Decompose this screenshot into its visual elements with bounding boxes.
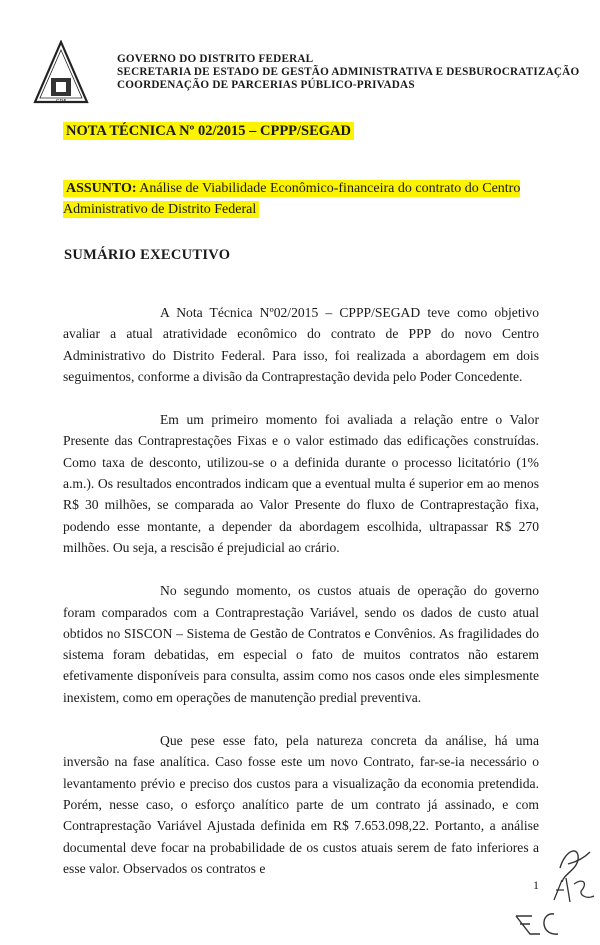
paragraph-1: A Nota Técnica Nº02/2015 – CPPP/SEGAD teve como objetivo avaliar a atual atratividade econômico do contrato de PPP do novo Centro Administrativo do Distrito Federal. Para isso, foi realizada a abordagem em dois seguimentos, conforme a divisão da Contraprestação devida pelo Poder Concedente. (63, 305, 539, 384)
letterhead (117, 53, 579, 92)
section-title: SUMÁRIO EXECUTIVO (64, 247, 231, 263)
paragraph-2: Em um primeiro momento foi avaliada a relação entre o Valor Presente das Contraprestações Fixas e o valor estimado das edificações construídas. Como taxa de desconto, utilizou-se o a definida durante o processo licitatório (1% a.m.). Os resultados encontrados indicam que a eventual multa é superior em ao menos R$ 30 milhões, se comparada ao Valor Presente do fluxo de Contraprestação fixa, podendo esse montante, a depender da abordagem escolhida, ultrapassar R$ 270 milhões. Ou seja, a rescisão é prejudicial ao crário. (63, 412, 539, 555)
handwritten-signature-2 (548, 870, 600, 910)
letterhead-line-2: SECRETARIA DE ESTADO DE GESTÃO ADMINISTRATIVA E DESBUROCRATIZAÇÃO (117, 66, 580, 78)
handwritten-signature-3 (510, 908, 570, 942)
subject-label: ASSUNTO: (66, 181, 137, 196)
letterhead-line-1: GOVERNO DO DISTRITO FEDERAL (117, 53, 314, 65)
subject-block (63, 178, 533, 220)
document-title (63, 123, 354, 140)
paragraph-3: No segundo momento, os custos atuais de operação do governo foram comparados com a Contraprestação Variável, sendo os dados de custo atual obtidos no SISCON – Sistema de Gestão de Contratos e Convênios. As fragilidades do sistema foram debatidas, em especial o fato de muitos contratos não estarem efetivamente disponíveis para consulta, assim como nos casos onde eles simplesmente inexistem, como em operações de manutenção predial preventiva. (63, 583, 539, 705)
coat-of-arms-icon (32, 40, 90, 106)
letterhead-line-3: COORDENAÇÃO DE PARCERIAS PÚBLICO-PRIVADAS (117, 79, 415, 91)
page-number: 1 (533, 878, 539, 892)
paragraph-4: Que pese esse fato, pela natureza concreta da análise, há uma inversão na fase analítica. Caso fosse este um novo Contrato, far-se-ia necessário o levantamento prévio e preciso dos custos para a visualização da economia pretendida. Porém, nesse caso, o esforço analítico parte de um contrato já assinado, e com Contraprestação Variável Ajustada definida em R$ 7.653.098,22. Portanto, a análise documental deve focar na probabilidade de os custos atuais serem de fato inferiores a esse valor. Observados os contratos e (63, 733, 539, 876)
document-title-text: NOTA TÉCNICA Nº 02/2015 – CPPP/SEGAD (63, 122, 354, 140)
svg-text:GDF: GDF (55, 99, 67, 105)
document-body (63, 302, 539, 901)
subject-text: Análise de Viabilidade Econômico-financeira do contrato do Centro Administrativo de Distrito Federal (63, 181, 521, 217)
